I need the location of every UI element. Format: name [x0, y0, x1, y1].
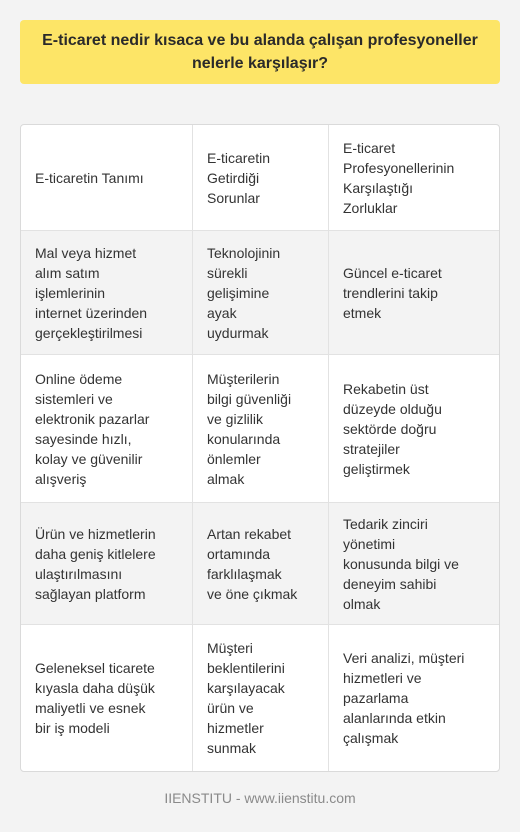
- footer-credit: IIENSTITU - www.iienstitu.com: [164, 790, 356, 806]
- table-row: [21, 624, 499, 771]
- header-line: E-ticaretin: [207, 149, 271, 166]
- header-cell: [328, 125, 499, 230]
- cell-line: almak: [207, 470, 245, 487]
- header-line: Karşılaştığı: [343, 179, 414, 196]
- cell-line: alışveriş: [35, 470, 87, 487]
- cell-line: deneyim sahibi: [343, 575, 437, 592]
- table-row: [21, 354, 499, 502]
- cell-line: çalışmak: [343, 730, 399, 746]
- header-line: E-ticaret: [343, 139, 396, 156]
- title-line-2: nelerle karşılaşır?: [191, 55, 329, 72]
- cell-line: ürün ve: [207, 700, 254, 716]
- cell-line: hizmetleri ve: [343, 670, 422, 686]
- header-line: Zorluklar: [343, 199, 398, 216]
- cell-line: Güncel e-ticaret: [343, 264, 442, 281]
- cell-line: önlemler: [207, 450, 261, 467]
- cell-line: gerçekleştirilmesi: [35, 324, 143, 341]
- table-cell: [328, 231, 499, 354]
- cell-line: elektronik pazarlar: [35, 410, 150, 427]
- cell-line: gelişimine: [207, 284, 270, 301]
- cell-line: kıyasla daha düşük: [35, 680, 155, 696]
- table-cell: [21, 231, 192, 354]
- title-line-1: E-ticaret nedir kısaca ve bu alanda çalışan profesyoneller: [42, 32, 478, 49]
- cell-line: maliyetli ve esnek: [35, 700, 146, 716]
- table-cell: [328, 625, 499, 771]
- cell-line: ayak: [207, 304, 237, 321]
- table-row: [21, 230, 499, 354]
- header-line: Profesyonellerinin: [343, 159, 455, 176]
- cell-line: internet üzerinden: [35, 304, 148, 321]
- cell-line: yönetimi: [343, 535, 396, 552]
- cell-line: Ürün ve hizmetlerin: [35, 525, 156, 542]
- cell-line: daha geniş kitlelere: [35, 545, 156, 562]
- cell-line: düzeyde olduğu: [343, 400, 442, 417]
- cell-line: Veri analizi, müşteri: [343, 650, 465, 666]
- cell-line: konusunda bilgi ve: [343, 555, 459, 572]
- cell-line: trendlerini takip: [343, 284, 438, 301]
- cell-line: sektörde doğru: [343, 420, 437, 437]
- cell-line: sağlayan platform: [35, 585, 146, 602]
- table-cell: [328, 355, 499, 502]
- cell-line: Mal veya hizmet: [35, 244, 137, 261]
- header-line: E-ticaretin Tanımı: [35, 169, 144, 186]
- cell-line: etmek: [343, 304, 382, 321]
- cell-line: ve gizlilik: [207, 410, 264, 427]
- cell-line: kolay ve güvenilir: [35, 450, 143, 467]
- cell-line: ortamında: [207, 545, 271, 562]
- cell-line: Artan rekabet: [207, 525, 292, 542]
- cell-line: alım satım: [35, 264, 100, 281]
- table-header-row: [21, 125, 499, 230]
- cell-line: bir iş modeli: [35, 720, 110, 736]
- title-banner: [20, 20, 500, 84]
- cell-line: uydurmak: [207, 324, 269, 341]
- cell-line: olmak: [343, 595, 381, 612]
- cell-line: ve öne çıkmak: [207, 585, 298, 602]
- cell-line: beklentilerini: [207, 660, 285, 676]
- header-line: Getirdiği: [207, 169, 260, 186]
- cell-line: sürekli: [207, 264, 248, 281]
- table-cell: [21, 625, 192, 771]
- table-cell: [192, 503, 328, 624]
- cell-line: Teknolojinin: [207, 244, 281, 261]
- cell-line: alanlarında etkin: [343, 710, 446, 726]
- header-cell: [192, 125, 328, 230]
- cell-line: geliştirmek: [343, 460, 410, 477]
- cell-line: hizmetler: [207, 720, 264, 736]
- cell-line: bilgi güvenliği: [207, 390, 292, 407]
- cell-line: Müşterilerin: [207, 370, 280, 387]
- table-cell: [21, 355, 192, 502]
- table-cell: [328, 503, 499, 624]
- cell-line: sayesinde hızlı,: [35, 430, 132, 447]
- header-cell: [21, 125, 192, 230]
- cell-line: sunmak: [207, 740, 257, 756]
- cell-line: ulaştırılmasını: [35, 565, 123, 582]
- cell-line: Rekabetin üst: [343, 380, 429, 397]
- cell-line: Geleneksel ticarete: [35, 660, 155, 676]
- table-cell: [192, 355, 328, 502]
- page-title: [42, 29, 478, 75]
- header-line: Sorunlar: [207, 189, 260, 206]
- cell-line: pazarlama: [343, 690, 409, 706]
- cell-line: farklılaşmak: [207, 565, 282, 582]
- cell-line: Online ödeme: [35, 370, 123, 387]
- cell-line: karşılayacak: [207, 680, 285, 696]
- table-cell: [192, 625, 328, 771]
- table-cell: [192, 231, 328, 354]
- comparison-table: [20, 124, 500, 772]
- cell-line: işlemlerinin: [35, 284, 106, 301]
- table-cell: [21, 503, 192, 624]
- cell-line: Müşteri: [207, 640, 253, 656]
- cell-line: Tedarik zinciri: [343, 515, 428, 532]
- table-row: [21, 502, 499, 624]
- cell-line: sistemleri ve: [35, 390, 113, 407]
- cell-line: stratejiler: [343, 440, 400, 457]
- cell-line: konularında: [207, 430, 281, 447]
